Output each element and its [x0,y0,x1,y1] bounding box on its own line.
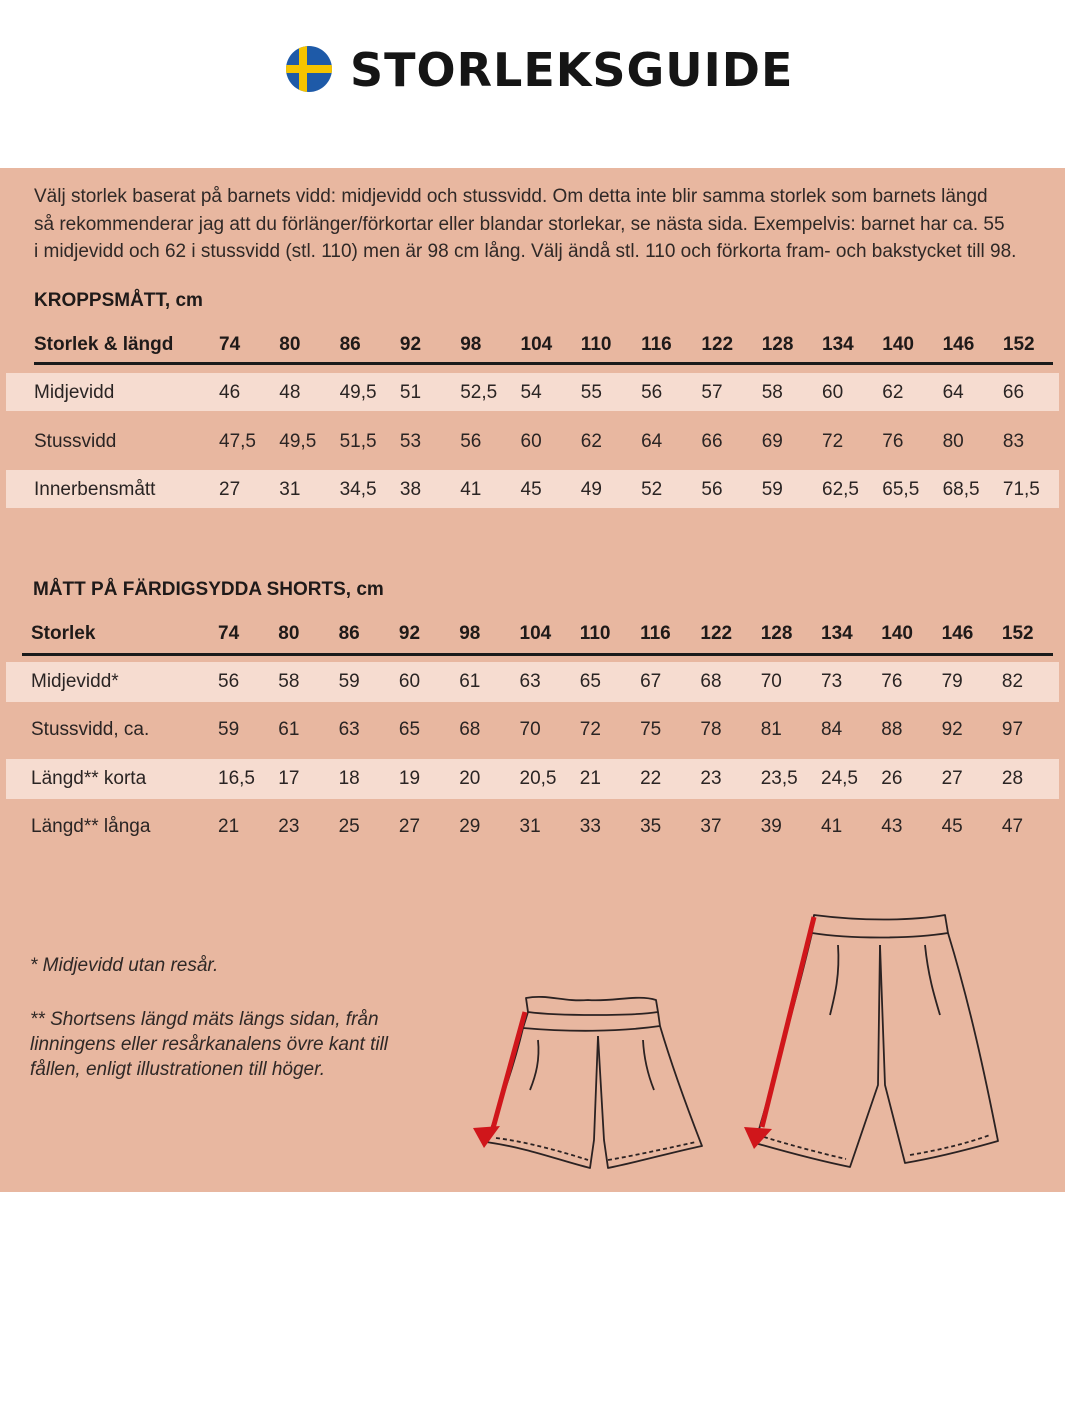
table-row-label: Stussvidd, ca. [31,719,150,741]
table-cell: 45 [520,479,542,500]
table-header-size: 92 [399,334,422,355]
table-cell: 41 [460,479,482,500]
table-cell: 60 [520,430,542,452]
table-cell: 72 [579,719,601,741]
table-cell: 65 [579,671,601,692]
table-header-size: 146 [942,334,975,355]
intro-text [34,183,1064,266]
table-cell: 47,5 [219,430,256,452]
table-header-size: 74 [218,623,240,644]
table-header-size: 104 [519,623,552,644]
table-cell: 56 [460,430,482,452]
table-header-size: 110 [580,334,612,355]
table-cell: 62 [580,430,602,452]
table-cell: 35 [640,815,662,837]
table-cell: 62 [882,382,904,403]
length-arrow-line [762,917,814,1127]
table-header-size: 152 [1002,334,1035,355]
table-header-rule [22,653,1053,656]
table-header-size: 122 [700,623,733,644]
table-header-size: 98 [459,623,481,644]
table-header-size: 140 [882,334,914,355]
table-cell: 31 [519,815,541,837]
table-cell: 43 [881,815,903,837]
table-cell: 97 [1001,719,1024,741]
table-row-label: Längd** korta [31,767,147,789]
table-cell: 76 [881,671,903,692]
table-header-size: 92 [398,623,421,644]
table-cell: 22 [640,767,662,789]
table-cell: 56 [218,671,240,692]
footnote-line: fållen, enligt illustrationen till höger. [30,1059,326,1080]
table-cell: 21 [218,815,240,837]
table-cell: 52,5 [460,382,498,403]
table-cell: 24,5 [821,767,858,789]
table-cell: 20,5 [519,767,557,789]
table-cell: 92 [941,719,963,741]
table-header-size: 86 [338,623,360,644]
sweden-flag-icon [286,46,332,92]
table-cell: 64 [942,382,964,403]
table-cell: 64 [641,430,663,452]
table-header-label: Storlek & längd [34,334,174,355]
table-cell: 80 [942,430,964,452]
body-table-title: KROPPSMÅTT, cm [34,290,203,311]
footnote-text: * Midjevidd utan resår. [30,955,219,976]
table-header-size: 128 [761,334,794,355]
footnote-line: ** Shortsens längd mäts längs sidan, från [30,1009,379,1030]
table-cell: 70 [760,671,782,692]
table-cell: 58 [278,671,300,692]
table-cell: 49 [580,479,602,500]
table-cell: 70 [519,719,541,741]
table-row-label: Innerbensmått [34,479,156,500]
footnote-line: linningens eller resårkanalens övre kant till [30,1034,389,1055]
table-cell: 18 [338,767,360,789]
table-cell: 63 [519,671,541,692]
table-cell: 61 [278,719,300,741]
table-cell: 60 [398,671,421,692]
table-cell: 25 [338,815,360,837]
table-header-size: 74 [219,334,241,355]
table-row-label: Stussvidd [34,430,117,452]
table-cell: 59 [761,479,783,500]
table-cell: 27 [941,767,963,789]
table-cell: 62,5 [822,479,859,500]
table-row-label: Längd** långa [31,815,151,837]
table-cell: 69 [761,430,783,452]
table-header-size: 134 [821,623,853,644]
table-cell: 51 [399,382,422,403]
table-header-size: 134 [822,334,854,355]
table-cell: 53 [399,430,422,452]
table-cell: 20 [459,767,481,789]
page-header [0,0,1065,168]
table-cell: 63 [338,719,360,741]
table-cell: 26 [881,767,903,789]
table-cell: 49,5 [339,382,377,403]
table-cell: 38 [399,479,422,500]
table-header-size: 152 [1001,623,1034,644]
table-cell: 58 [761,382,783,403]
footnote-length [30,1007,450,1082]
table-cell: 57 [701,382,723,403]
table-cell: 23 [278,815,300,837]
table-header-size: 104 [520,334,553,355]
table-cell: 47 [1001,815,1024,837]
table-header-size: 98 [460,334,482,355]
table-cell: 21 [579,767,601,789]
table-cell: 54 [520,382,542,403]
table-cell: 65 [398,719,421,741]
table-cell: 49,5 [279,430,317,452]
table-cell: 45 [941,815,963,837]
table-cell: 72 [822,430,844,452]
length-arrow-line [492,1012,525,1132]
table-cell: 65,5 [882,479,920,500]
table-cell: 68 [459,719,481,741]
table-cell: 61 [459,671,481,692]
table-cell: 81 [760,719,782,741]
table-header-size: 110 [579,623,611,644]
table-header-size: 140 [881,623,913,644]
table-cell: 56 [641,382,663,403]
table-cell: 29 [459,815,481,837]
table-cell: 51,5 [339,430,377,452]
table-header-size: 116 [641,334,672,355]
table-cell: 23 [700,767,722,789]
table-cell: 66 [1002,382,1025,403]
table-row-label: Midjevidd* [31,671,119,692]
intro-line: i midjevidd och 62 i stussvidd (stl. 110) men är 98 cm lång. Välj ändå stl. 110 och förkorta fram- och bakstycket till 98. [34,241,1017,262]
table-cell: 39 [760,815,782,837]
table-cell: 56 [701,479,723,500]
table-cell: 83 [1002,430,1025,452]
intro-line: Välj storlek baserat på barnets vidd: midjevidd och stussvidd. Om detta inte blir samma storlek som barnets längd [34,186,988,207]
table-header-label: Storlek [31,623,96,644]
table-cell: 59 [218,719,240,741]
table-cell: 16,5 [218,767,255,789]
table-header-size: 122 [701,334,734,355]
table-header-size: 86 [339,334,361,355]
table-cell: 66 [701,430,723,452]
table-cell: 41 [821,815,843,837]
table-cell: 27 [219,479,241,500]
table-cell: 37 [700,815,722,837]
table-cell: 34,5 [339,479,377,500]
long-shorts-illustration [740,905,1010,1175]
table-cell: 76 [882,430,904,452]
table-cell: 60 [822,382,844,403]
table-cell: 71,5 [1002,479,1040,500]
table-header-size: 80 [279,334,301,355]
table-cell: 23,5 [760,767,798,789]
table-cell: 28 [1001,767,1024,789]
table-header-size: 116 [640,623,671,644]
short-shorts-illustration [468,990,713,1180]
table-cell: 27 [398,815,421,837]
page-title: STORLEKSGUIDE [350,43,794,97]
table-cell: 31 [279,479,301,500]
footnote-waist [30,953,218,978]
table-cell: 59 [338,671,360,692]
table-header-size: 128 [760,623,793,644]
table-cell: 55 [580,382,602,403]
table-cell: 75 [640,719,662,741]
table-cell: 78 [700,719,722,741]
shorts-table-title: MÅTT PÅ FÄRDIGSYDDA SHORTS, cm [33,579,384,600]
table-header-size: 146 [941,623,974,644]
table-cell: 46 [219,382,241,403]
table-cell: 68,5 [942,479,980,500]
table-cell: 33 [579,815,601,837]
table-cell: 48 [279,382,301,403]
table-cell: 52 [641,479,663,500]
intro-line: så rekommenderar jag att du förlänger/förkortar eller blandar storlekar, se nästa sida. Exempelvis: barnet har ca. 55 [34,213,1005,235]
table-cell: 82 [1001,671,1024,692]
table-cell: 88 [881,719,903,741]
table-cell: 68 [700,671,722,692]
table-cell: 79 [941,671,963,692]
table-cell: 19 [398,767,421,789]
table-cell: 17 [278,767,300,789]
length-arrow-head [473,1126,500,1148]
table-header-size: 80 [278,623,300,644]
table-cell: 67 [640,671,662,692]
table-header-rule [34,362,1053,365]
table-row-label: Midjevidd [34,382,115,403]
table-cell: 84 [821,719,843,741]
table-cell: 73 [821,671,843,692]
